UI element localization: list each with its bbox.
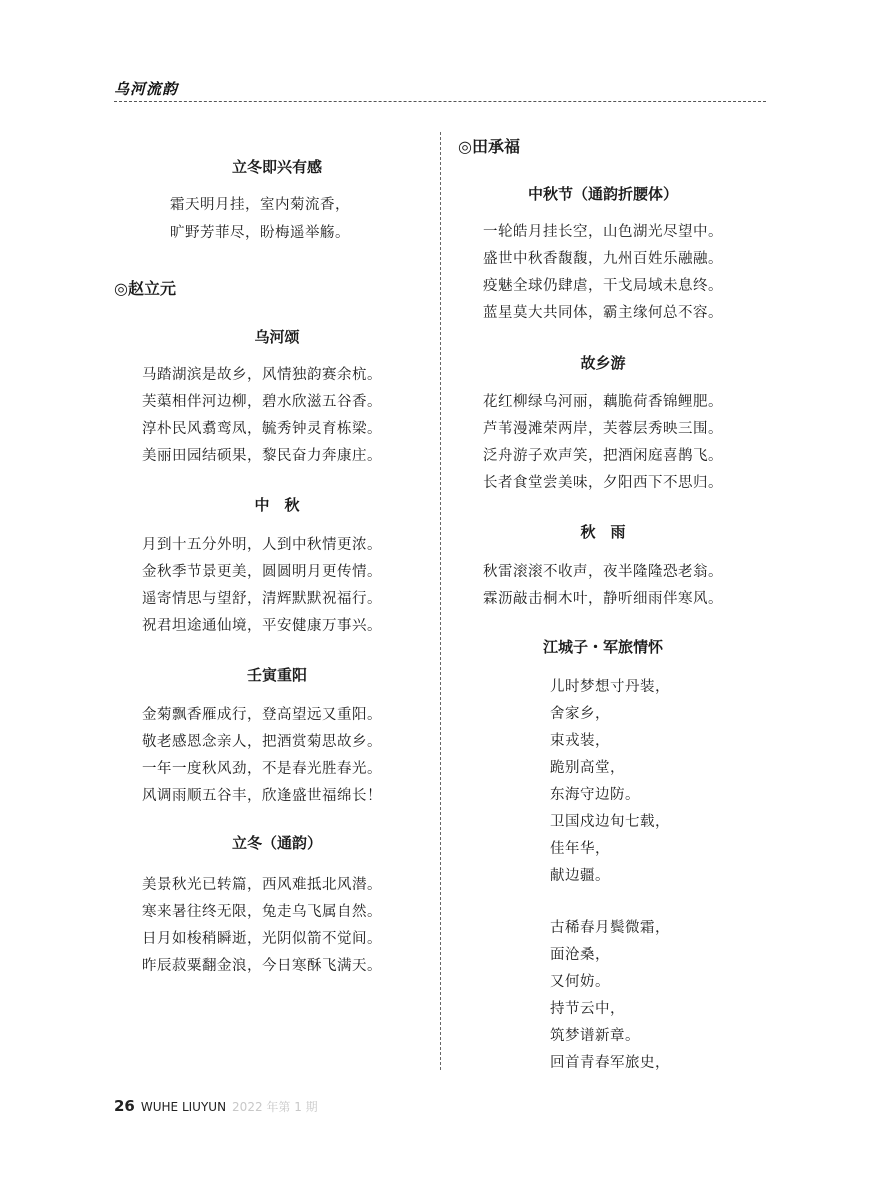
poem-line: 花红柳绿乌河丽，藕脆荷香锦鲤肥。: [483, 394, 723, 410]
author-name: ◎田承福: [458, 137, 520, 156]
poem-line: 美景秋光已转篇，西风难抵北风潜。: [142, 877, 382, 893]
poem-line: 持节云中，: [550, 1001, 625, 1017]
poem-title: 秋 雨: [580, 523, 626, 541]
poem-line: 面沧桑，: [550, 947, 610, 963]
poem-line: 儿时梦想寸丹装，: [550, 679, 670, 695]
issue-label: 2022 年第 1 期: [232, 1100, 318, 1114]
page-footer: [114, 1096, 318, 1115]
page-number: 26: [114, 1097, 135, 1115]
poem-line: 蓝星莫大共同体，霸主缘何总不容。: [483, 305, 723, 321]
poem-line: 祝君坦途通仙境，平安健康万事兴。: [142, 618, 382, 634]
poem-title: 中秋节（通韵折腰体）: [527, 185, 678, 203]
poem-line: 舍家乡，: [550, 706, 610, 722]
poem-line: 回首青春军旅史，: [550, 1055, 670, 1071]
poem-line: 一年一度秋风劲，不是春光胜春光。: [142, 761, 382, 777]
poem-line: 献边疆。: [550, 868, 610, 884]
poem-line: 月到十五分外明，人到中秋情更浓。: [142, 537, 382, 553]
poem-line: 昨辰菽粟翻金浪，今日寒酥飞满天。: [142, 958, 382, 974]
journal-header-title: 乌河流韵: [114, 80, 179, 98]
poem-line: 疫魅全球仍肆虐，干戈局域未息终。: [483, 278, 723, 294]
poem-title: 中 秋: [254, 496, 300, 514]
poem-line: 遥寄情思与望舒，清辉默默祝福行。: [142, 591, 382, 607]
column-divider: [440, 132, 441, 1070]
poem-title: 乌河颂: [254, 328, 300, 346]
poem-title: 立冬（通韵）: [231, 834, 322, 852]
poem-line: 美丽田园结硕果，黎民奋力奔康庄。: [142, 448, 382, 464]
poem-title: 江城子・军旅情怀: [542, 638, 663, 656]
poem-line: 金菊飘香雁成行，登高望远又重阳。: [142, 707, 382, 723]
poem-line: 金秋季节景更美，圆圆明月更传情。: [142, 564, 382, 580]
poem-title: 立冬即兴有感: [231, 158, 322, 176]
poem-line: 风调雨顺五谷丰，欣逢盛世福绵长！: [142, 788, 382, 804]
poem-title: 壬寅重阳: [246, 666, 307, 684]
poem-line: 卫国戍边旬七载，: [550, 814, 670, 830]
poem-line: 日月如梭稍瞬逝，光阴似箭不觉间。: [142, 931, 382, 947]
poem-line: 跪别高堂，: [550, 760, 625, 776]
poem-line: 长者食堂尝美味，夕阳西下不思归。: [483, 475, 723, 491]
header-divider: [114, 101, 766, 102]
poem-line: 东海守边防。: [550, 787, 640, 803]
poem-line: 淳朴民风翥鸾凤，毓秀钟灵育栋梁。: [142, 421, 382, 437]
poem-line: 束戎装，: [550, 733, 610, 749]
poem-line: 敬老感恩念亲人，把酒赏菊思故乡。: [142, 734, 382, 750]
journal-name: WUHE LIUYUN: [140, 1100, 227, 1114]
poem-line: 秋雷滚滚不收声，夜半隆隆恐老翁。: [483, 564, 723, 580]
poem-line: 芦苇漫滩荣两岸，芙蓉层秀映三围。: [483, 421, 723, 437]
poem-title: 故乡游: [580, 354, 626, 372]
poem-line: 盛世中秋香馥馥，九州百姓乐融融。: [483, 251, 723, 267]
poem-line: 又何妨。: [550, 974, 610, 990]
poem-line: 佳年华，: [550, 841, 610, 857]
author-name: ◎赵立元: [114, 279, 176, 298]
poem-line: 马踏湖滨是故乡，风情独韵赛余杭。: [142, 367, 382, 383]
poem-line: 芙蕖相伴河边柳，碧水欣滋五谷香。: [142, 394, 382, 410]
poem-line: 旷野芳菲尽，盼梅遥举觞。: [170, 225, 350, 241]
poem-line: 霜天明月挂，室内菊流香，: [170, 197, 350, 213]
poem-line: 泛舟游子欢声笑，把酒闲庭喜鹊飞。: [483, 448, 723, 464]
poem-line: 寒来暑往终无限，兔走乌飞属自然。: [142, 904, 382, 920]
poem-line: 一轮皓月挂长空，山色湖光尽望中。: [483, 224, 723, 240]
poem-line: 古稀春月鬓微霜，: [550, 920, 670, 936]
poem-line: 霖沥敲击桐木叶，静听细雨伴寒风。: [483, 591, 723, 607]
poem-line: 筑梦谱新章。: [550, 1028, 640, 1044]
